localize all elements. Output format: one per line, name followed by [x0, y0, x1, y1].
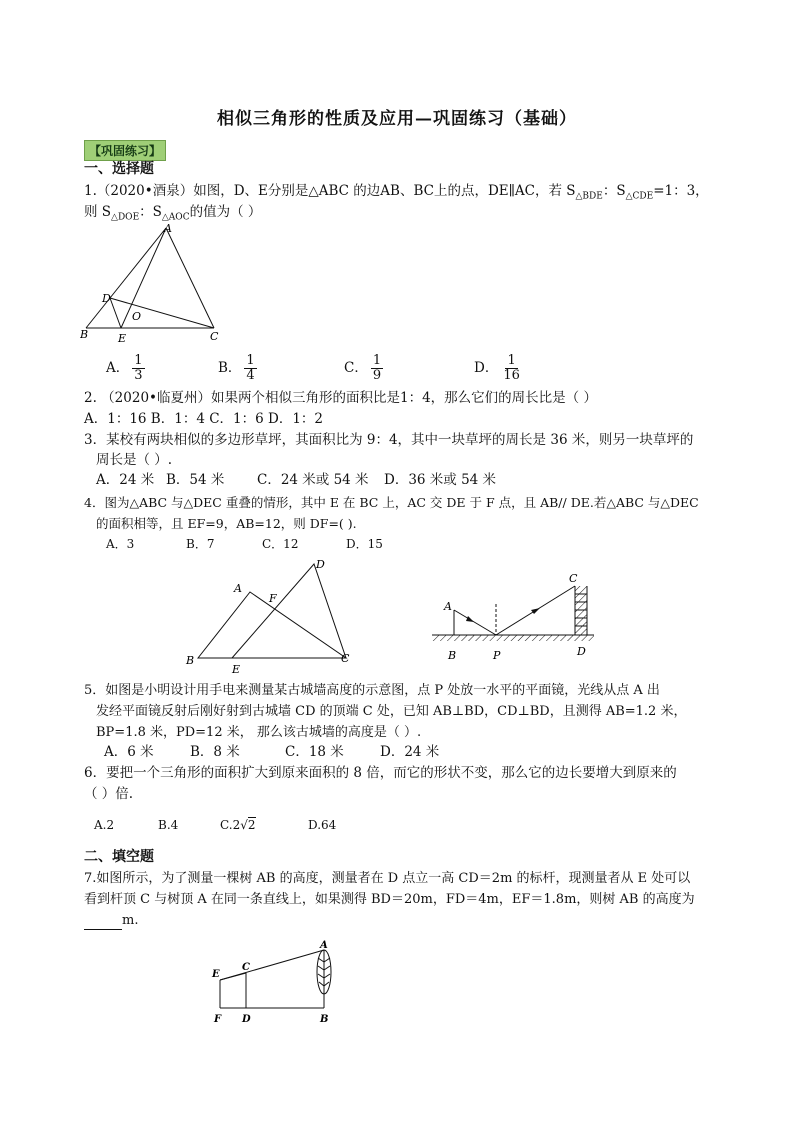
q5-option-c: C．18 米 — [285, 744, 344, 760]
q5-label-p: P — [493, 649, 501, 662]
q5-label-b: B — [448, 649, 457, 662]
q5-option-a: A．6 米 — [104, 744, 154, 760]
q6-line1: 6．要把一个三角形的面积扩大到原来面积的 8 倍，而它的形状不变，那么它的边长要增大到原来的 — [84, 765, 677, 781]
q4-label-b: B — [186, 654, 195, 667]
q6-line2: （ ）倍. — [84, 786, 134, 802]
q1-figure — [80, 220, 230, 350]
q1-line1: 1.（2020•酒泉）如图，D、E分别是△ABC 的边AB、BC上的点，DE∥AC，若 $S_{\triangle BDE}$：$S_{\triangle CDE}=1$：3， — [84, 183, 709, 202]
q7-label-d: D — [242, 1014, 251, 1025]
q1-option-c: C． $\frac{1}{9}$ — [344, 353, 382, 383]
q7-label-a: A — [320, 940, 328, 951]
q1-line2: 则 $S_{\triangle DOE}$：$S_{\triangle AOC}$的值为（ ） — [84, 204, 262, 223]
q3-option-d: D．36 米或 54 米 — [384, 472, 497, 488]
q1-option-b: B． $\frac{1}{4}$ — [218, 353, 255, 383]
q6-option-d: D.64 — [308, 818, 337, 832]
q5-label-a: A — [444, 600, 452, 613]
q7-label-b: B — [320, 1014, 329, 1025]
q7-label-f: F — [214, 1014, 222, 1025]
q4-label-a: A — [234, 582, 242, 595]
q4-label-f: F — [269, 592, 277, 605]
q5-line3: BP=1.8 米，PD=12 米， 那么该古城墙的高度是（ ）. — [96, 725, 422, 740]
q5-line1: 5．如图是小明设计用手电来测量某古城墙高度的示意图，点 P 处放一水平的平面镜，光线从点 A 出 — [84, 683, 660, 698]
q7-line2: 看到杆顶 C 与树顶 A 在同一条直线上，如果测得 BD＝20m，FD＝4m，EF＝1.8m，则树 AB 的高度为 — [84, 892, 695, 907]
q4-option-d: D．15 — [346, 537, 383, 551]
q1-label-b: B — [80, 328, 89, 341]
q6-option-a: A.2 — [94, 818, 115, 832]
q4-label-c: C — [341, 652, 350, 665]
q4-option-c: C．12 — [262, 537, 299, 551]
q3-option-c: C．24 米或 54 米 — [257, 472, 369, 488]
section-fill-title: 二、填空题 — [84, 849, 154, 865]
q5-option-d: D．24 米 — [380, 744, 440, 760]
q6-option-b: B.4 — [158, 818, 179, 832]
q3-option-a: A．24 米 — [96, 472, 155, 488]
q1-option-a: A． $\frac{1}{3}$ — [106, 353, 143, 383]
q4-figure — [176, 552, 366, 677]
q5-line2: 发经平面镜反射后刚好射到古城墙 CD 的顶端 C 处，已知 AB⊥BD，CD⊥BD，且测得 AB=1.2 米， — [96, 704, 687, 719]
q7-figure — [206, 938, 346, 1028]
q4-label-e: E — [232, 663, 241, 676]
q4-line1: 4．图为△ABC 与△DEC 重叠的情形，其中 E 在 BC 上，AC 交 DE 于 F 点，且 AB// DE.若△ABC 与△DEC — [84, 495, 699, 510]
page-title: 相似三角形的性质及应用—巩固练习（基础） — [217, 109, 577, 129]
q7-line3: m. — [84, 911, 138, 930]
q4-option-a: A．3 — [106, 537, 135, 551]
q3-line2: 周长是（ ）. — [96, 452, 173, 468]
q5-label-d: D — [577, 645, 586, 658]
q3-line1: 3．某校有两块相似的多边形草坪，其面积比为 9：4，其中一块草坪的周长是 36 米，则另一块草坪的 — [84, 432, 694, 448]
q1-label-e: E — [118, 332, 127, 345]
q7-line1: 7.如图所示，为了测量一棵树 AB 的高度，测量者在 D 点立一高 CD＝2m 的标杆，现测量者从 E 处可以 — [84, 871, 691, 886]
q4-label-d: D — [316, 558, 325, 571]
q6-option-c: C.2√2 — [220, 818, 256, 832]
q2-stem: 2. （2020•临夏州）如果两个相似三角形的面积比是1：4，那么它们的周长比是（ ） — [84, 390, 597, 406]
q4-option-b: B．7 — [186, 537, 215, 551]
q1-label-c: C — [210, 330, 219, 343]
q7-label-e: E — [212, 969, 220, 980]
q5-figure — [430, 566, 600, 666]
q7-label-c: C — [242, 962, 250, 973]
section-choice-title: 一、选择题 — [84, 161, 154, 177]
q3-option-b: B．54 米 — [166, 472, 225, 488]
q1-option-d: D． $\frac{1}{16}$ — [474, 353, 520, 383]
q7-answer-blank[interactable] — [84, 917, 122, 930]
q5-option-b: B．8 米 — [190, 744, 240, 760]
q1-label-d: D — [102, 292, 111, 305]
practice-tag: 【巩固练习】 — [84, 140, 166, 161]
q5-label-c: C — [569, 572, 578, 585]
q2-options: A．1：16 B．1：4 C．1：6 D．1：2 — [84, 411, 323, 427]
q1-label-o: O — [132, 310, 142, 323]
q1-label-a: A — [164, 222, 172, 235]
q4-line2: 的面积相等，且 EF=9，AB=12，则 DF=( ). — [96, 516, 357, 531]
